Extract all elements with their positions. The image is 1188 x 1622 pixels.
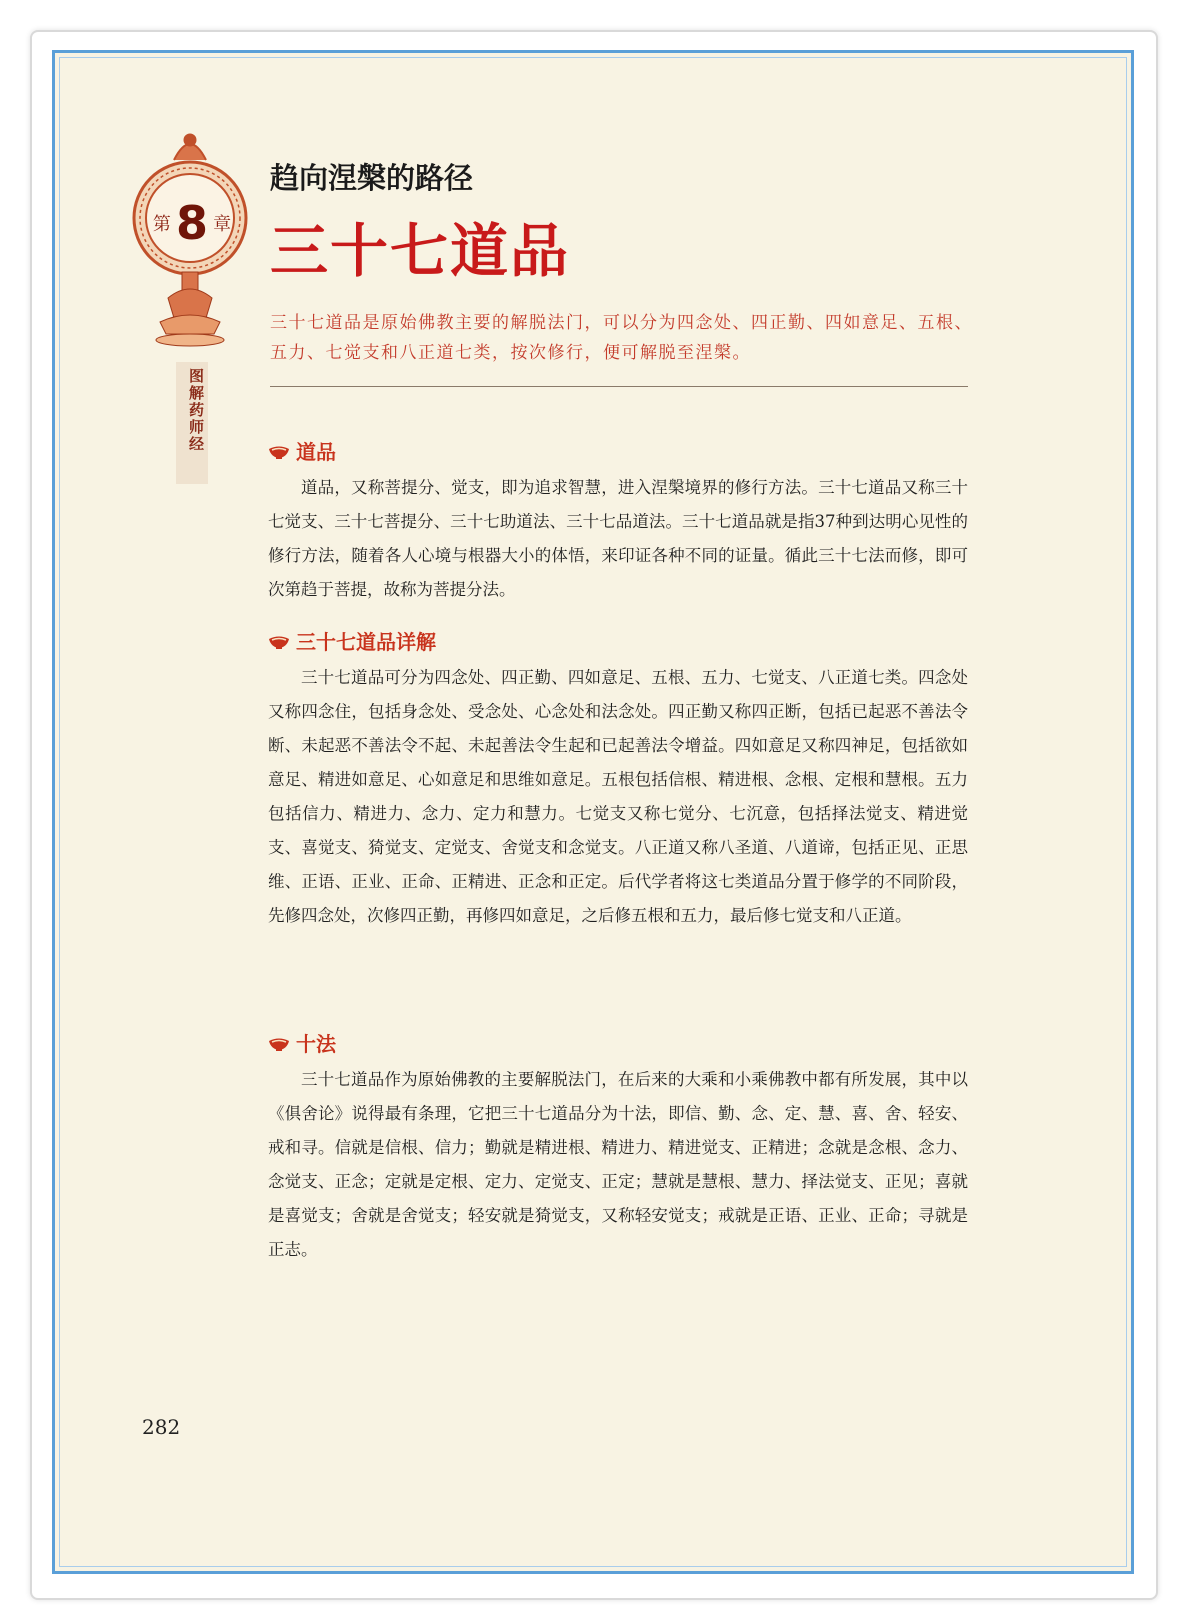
section-body: 道品，又称菩提分、觉支，即为追求智慧，进入涅槃境界的修行方法。三十七道品又称三十七觉支、三十七菩提分、三十七助道法、三十七品道法。三十七道品就是指37种到达明心见性的修行方法，随着各人心境与根器大小的体悟，来印证各种不同的证量。循此三十七法而修，即可次第趋于菩提，故称为菩提分法。 — [268, 478, 968, 599]
section-heading-text: 十法 — [296, 1032, 336, 1056]
lotus-bowl-icon — [268, 442, 290, 460]
chapter-intro: 三十七道品是原始佛教主要的解脱法门，可以分为四念处、四正勤、四如意足、五根、五力、七觉支和八正道七类，按次修行，便可解脱至涅槃。 — [270, 313, 973, 363]
chapter-title: 三十七道品 — [270, 217, 571, 285]
chapter-prefix: 第 — [152, 214, 171, 235]
chapter-suffix: 章 — [213, 214, 232, 235]
section-heading — [268, 626, 968, 655]
chapter-kicker: 趋向涅槃的路径 — [270, 161, 474, 195]
section-body: 三十七道品可分为四念处、四正勤、四如意足、五根、五力、七觉支、八正道七类。四念处又称四念住，包括身念处、受念处、心念处和法念处。四正勤又称四正断，包括已起恶不善法令断、未起恶不善法令不起、未起善法令生起和已起善法令增益。四如意足又称四神足，包括欲如意足、精进如意足、心如意足和思维如意足。五根包括信根、精进根、念根、定根和慧根。五力包括信力、精进力、念力、定力和慧力。七觉支又称七觉分、七沉意，包括择法觉支、精进觉支、喜觉支、猗觉支、定觉支、舍觉支和念觉支。八正道又称八圣道、八道谛，包括正见、正思维、正语、正业、正命、正精进、正念和正定。后代学者将这七类道品分置于修学的不同阶段，先修四念处，次修四正勤，再修四如意足，之后修五根和五力，最后修七觉支和八正道。 — [268, 668, 968, 925]
section-heading-text: 道品 — [296, 440, 336, 464]
page-number: 282 — [142, 1415, 181, 1439]
divider — [270, 386, 968, 387]
section-body: 三十七道品作为原始佛教的主要解脱法门，在后来的大乘和小乘佛教中都有所发展，其中以《俱舍论》说得最有条理，它把三十七道品分为十法，即信、勤、念、定、慧、喜、舍、轻安、戒和寻。信就是信根、信力；勤就是精进根、精进力、精进觉支、正精进；念就是念根、念力、念觉支、正念；定就是定根、定力、定觉支、正定；慧就是慧根、慧力、择法觉支、正见；喜就是喜觉支；舍就是舍觉支；轻安就是猗觉支，又称轻安觉支；戒就是正语、正业、正命；寻就是正志。 — [268, 1070, 968, 1259]
chapter-number-badge — [150, 196, 234, 250]
lotus-bowl-icon — [268, 1034, 290, 1052]
section-daopin — [268, 436, 968, 607]
section-details — [268, 626, 968, 933]
section-heading — [268, 436, 968, 465]
section-heading — [268, 1028, 968, 1057]
chapter-number: 8 — [175, 196, 208, 250]
section-heading-text: 三十七道品详解 — [296, 630, 436, 654]
book-side-title: 图解药师经 — [187, 368, 205, 453]
lotus-bowl-icon — [268, 632, 290, 650]
section-shifa — [268, 1028, 968, 1267]
